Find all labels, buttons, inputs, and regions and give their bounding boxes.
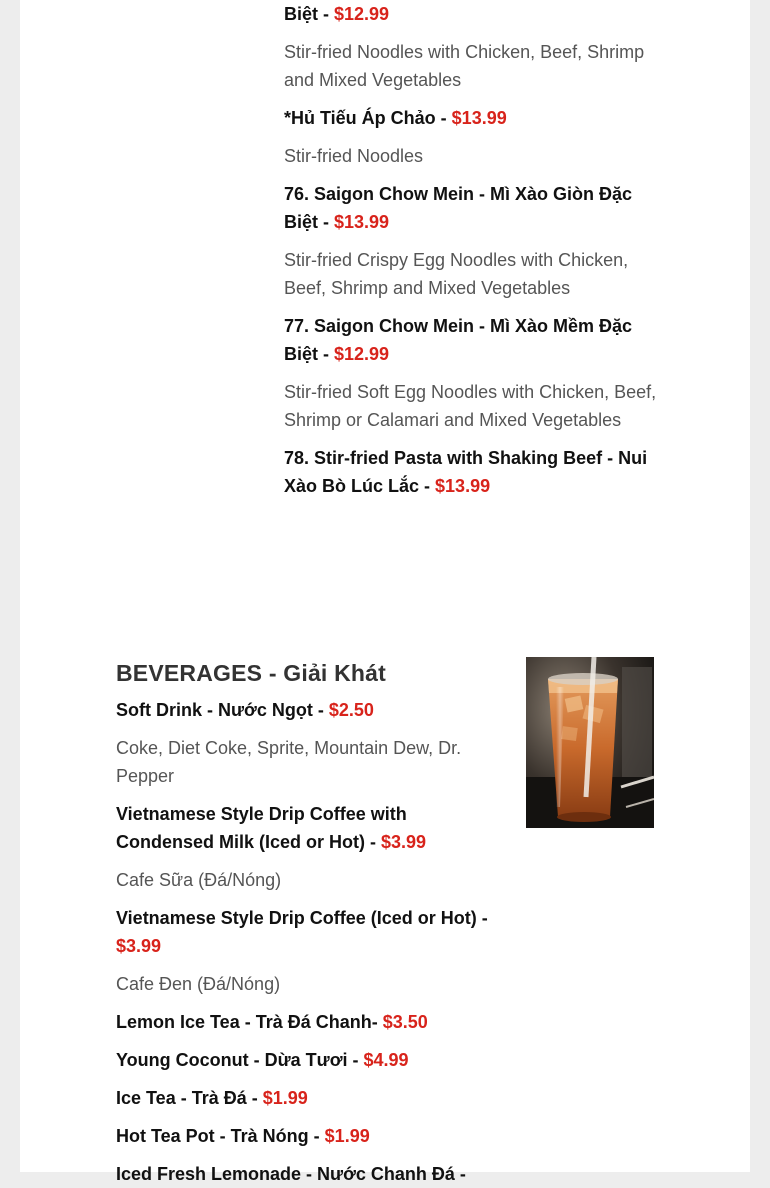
menu-item-price: $1.99 bbox=[262, 1088, 308, 1108]
menu-item-price: $13.99 bbox=[451, 108, 507, 128]
menu-item-title: Vietnamese Style Drip Coffee with Condensed Milk (Iced or Hot) - $3.99 bbox=[116, 804, 427, 852]
menu-item-title: Young Coconut - Dừa Tươi - $4.99 bbox=[116, 1050, 409, 1070]
menu-item-description: Cafe Sữa (Đá/Nóng) bbox=[116, 870, 282, 890]
menu-item-price: $1.99 bbox=[324, 1126, 370, 1146]
menu-item-title: Iced Fresh Lemonade - Nước Chanh Đá - bbox=[116, 1164, 466, 1184]
menu-item-description: Stir-fried Noodles with Chicken, Beef, Shrimp and Mixed Vegetables bbox=[284, 42, 645, 90]
iced-coffee-photo bbox=[526, 657, 654, 828]
menu-item-price: $12.99 bbox=[334, 344, 390, 364]
menu-item-title: 76. Saigon Chow Mein - Mì Xào Giòn Đặc Biệt - $13.99 bbox=[284, 184, 633, 232]
menu-item-price: $3.99 bbox=[116, 936, 162, 956]
menu-item-price: $2.50 bbox=[328, 700, 374, 720]
menu-item-title: Vietnamese Style Drip Coffee (Iced or Hot) - $3.99 bbox=[116, 908, 488, 956]
menu-item-title: Hot Tea Pot - Trà Nóng - $1.99 bbox=[116, 1126, 370, 1146]
menu-page bbox=[20, 0, 750, 1184]
menu-item-description: Stir-fried Crispy Egg Noodles with Chicken, Beef, Shrimp and Mixed Vegetables bbox=[284, 250, 629, 298]
menu-item-description: Stir-fried Noodles bbox=[284, 146, 424, 166]
menu-item-title: Soft Drink - Nước Ngọt - $2.50 bbox=[116, 700, 374, 720]
menu-item-title: 78. Stir-fried Pasta with Shaking Beef - Nui Xào Bò Lúc Lắc - $13.99 bbox=[284, 448, 648, 496]
menu-item-title: Lemon Ice Tea - Trà Đá Chanh- $3.50 bbox=[116, 1012, 428, 1032]
menu-item-description: Cafe Đen (Đá/Nóng) bbox=[116, 974, 281, 994]
menu-item-title: Biệt - $12.99 bbox=[284, 4, 390, 24]
menu-item-price: $12.99 bbox=[334, 4, 390, 24]
menu-item-price: $13.99 bbox=[334, 212, 390, 232]
menu-item-description: Stir-fried Soft Egg Noodles with Chicken, Beef, Shrimp or Calamari and Mixed Vegetables bbox=[284, 382, 657, 430]
menu-item-price: $4.99 bbox=[363, 1050, 409, 1070]
iced-coffee-glass-icon bbox=[526, 657, 654, 828]
menu-item-description: Coke, Diet Coke, Sprite, Mountain Dew, Dr. Pepper bbox=[116, 738, 462, 786]
menu-item-price: $3.50 bbox=[382, 1012, 428, 1032]
menu-item-title: *Hủ Tiếu Áp Chảo - $13.99 bbox=[284, 108, 507, 128]
beverages-section bbox=[116, 656, 496, 1188]
menu-item-price: $13.99 bbox=[435, 476, 491, 496]
menu-item-title: 77. Saigon Chow Mein - Mì Xào Mềm Đặc Biệt - $12.99 bbox=[284, 316, 633, 364]
menu-item-title: Ice Tea - Trà Đá - $1.99 bbox=[116, 1088, 308, 1108]
section-heading: BEVERAGES - Giải Khát bbox=[116, 660, 387, 686]
noodle-menu-list bbox=[284, 0, 664, 500]
menu-item-price: $3.99 bbox=[381, 832, 427, 852]
